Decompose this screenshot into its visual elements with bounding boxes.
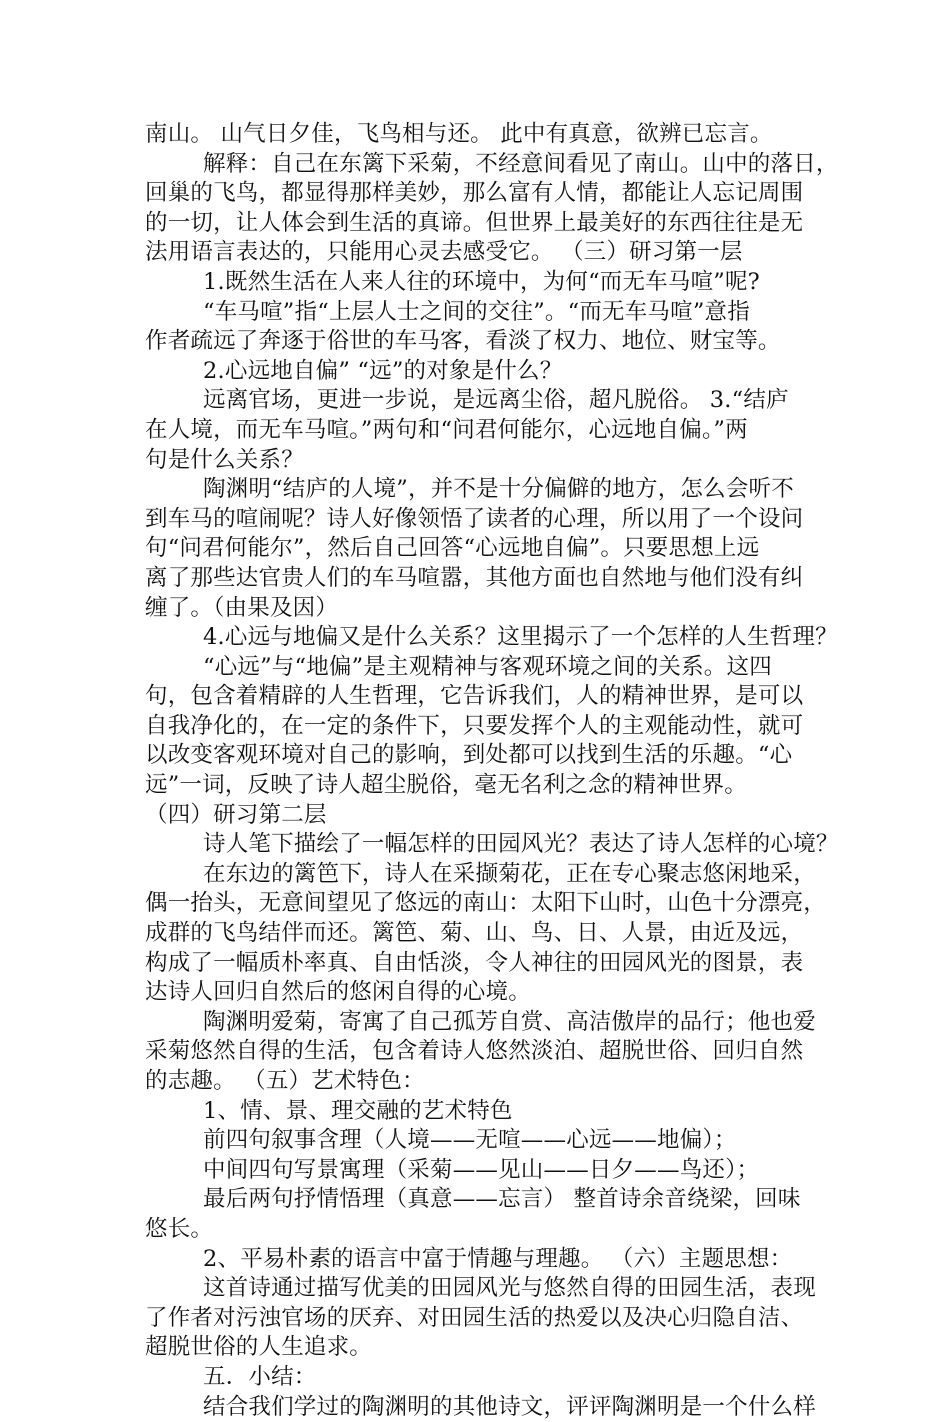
text-line: 中间四句写景寓理（采菊——见山——日夕——鸟还）； (203, 1156, 760, 1183)
text-line: （四）研习第二层 (145, 801, 327, 828)
text-line: 成群的飞鸟结伴而还。篱笆、菊、山、鸟、日、人景，由近及远， (145, 920, 804, 947)
text-line: “车马喧”指“上层人士之间的交往”。“而无车马喧”意指 (203, 298, 750, 325)
text-line: 远”一词，反映了诗人超尘脱俗，毫无名利之念的精神世界。 (145, 772, 747, 799)
text-line: 了作者对污浊官场的厌弃、对田园生活的热爱以及决心归隐自洁、 (145, 1304, 804, 1331)
text-line: 最后两句抒情悟理（真意——忘言） 整首诗余音绕梁，回味 (203, 1186, 801, 1213)
text-line: 解释：自己在东篱下采菊，不经意间看见了南山。山中的落日， (203, 150, 839, 177)
text-line: 到车马的喧闹呢？诗人好像领悟了读者的心理，所以用了一个设问 (145, 505, 804, 532)
text-line: 的一切，让人体会到生活的真谛。但世界上最美好的东西往往是无 (145, 209, 804, 236)
text-line: 在东边的篱笆下，诗人在采撷菊花，正在专心聚志悠闲地采， (203, 860, 816, 887)
text-line: 法用语言表达的，只能用心灵去感受它。 （三）研习第一层 (145, 239, 743, 266)
text-line: 离了那些达官贵人们的车马喧嚣，其他方面也自然地与他们没有纠 (145, 564, 804, 591)
text-line: 悠长。 (145, 1215, 214, 1242)
text-line: 结合我们学过的陶渊明的其他诗文，评评陶渊明是一个什么样 (203, 1393, 816, 1420)
text-line: 构成了一幅质朴率真、自由恬淡，令人神往的田园风光的图景，表 (145, 949, 804, 976)
text-line: 1、情、景、理交融的艺术特色 (203, 1097, 513, 1124)
text-line: 句是什么关系？ (145, 446, 304, 473)
text-line: 回巢的飞鸟，都显得那样美妙，那么富有人情，都能让人忘记周围 (145, 180, 804, 207)
text-line: “心远”与“地偏”是主观精神与客观环境之间的关系。这四 (203, 653, 772, 680)
text-line: 缠了。（由果及因） (145, 594, 339, 621)
text-line: 以改变客观环境对自己的影响，到处都可以找到生活的乐趣。“心 (145, 742, 793, 769)
text-line: 2.心远地自偏” “远”的对象是什么？ (203, 357, 563, 384)
text-line: 2、平易朴素的语言中富于情趣与理趣。 （六）主题思想： (203, 1245, 793, 1272)
text-line: 达诗人回归自然后的悠闲自得的心境。 (145, 979, 531, 1006)
text-line: 偶一抬头，无意间望见了悠远的南山：太阳下山时，山色十分漂亮， (145, 890, 827, 917)
text-line: 句“问君何能尔”，然后自己回答“心远地自偏”。只要思想上远 (145, 535, 760, 562)
text-line: 陶渊明爱菊，寄寓了自己孤芳自赏、高洁傲岸的品行；他也爱 (203, 1008, 816, 1035)
text-line: 超脱世俗的人生追求。 (145, 1334, 373, 1361)
text-line: 诗人笔下描绘了一幅怎样的田园风光？表达了诗人怎样的心境？ (203, 831, 839, 858)
text-line: 陶渊明“结庐的人境”，并不是十分偏僻的地方，怎么会听不 (203, 476, 794, 503)
text-line: 前四句叙事含理（人境——无喧——心远——地偏）； (203, 1127, 737, 1154)
text-line: 在人境，而无车马喧。”两句和“问君何能尔，心远地自偏。”两 (145, 416, 748, 443)
text-line: 五．小结： (203, 1363, 317, 1390)
text-line: 1.既然生活在人来人往的环境中，为何“而无车马喧”呢? (203, 268, 760, 295)
text-line: 句，包含着精辟的人生哲理，它告诉我们，人的精神世界，是可以 (145, 683, 804, 710)
text-line: 4.心远与地偏又是什么关系？这里揭示了一个怎样的人生哲理？ (203, 624, 838, 651)
text-line: 自我净化的，在一定的条件下，只要发挥个人的主观能动性，就可 (145, 712, 804, 739)
text-line: 南山。 山气日夕佳，飞鸟相与还。 此中有真意，欲辨已忘言。 (145, 121, 773, 147)
document-page (145, 120, 839, 1422)
text-line: 这首诗通过描写优美的田园风光与悠然自得的田园生活，表现 (203, 1275, 816, 1302)
text-line: 作者疏远了奔逐于俗世的车马客，看淡了权力、地位、财宝等。 (145, 328, 781, 355)
text-line: 远离官场，更进一步说，是远离尘俗，超凡脱俗。 3.“结庐 (203, 387, 789, 414)
text-line: 采菊悠然自得的生活，包含着诗人悠然淡泊、超脱世俗、回归自然 (145, 1038, 804, 1065)
text-line: 的志趣。 （五）艺术特色： (145, 1068, 425, 1094)
